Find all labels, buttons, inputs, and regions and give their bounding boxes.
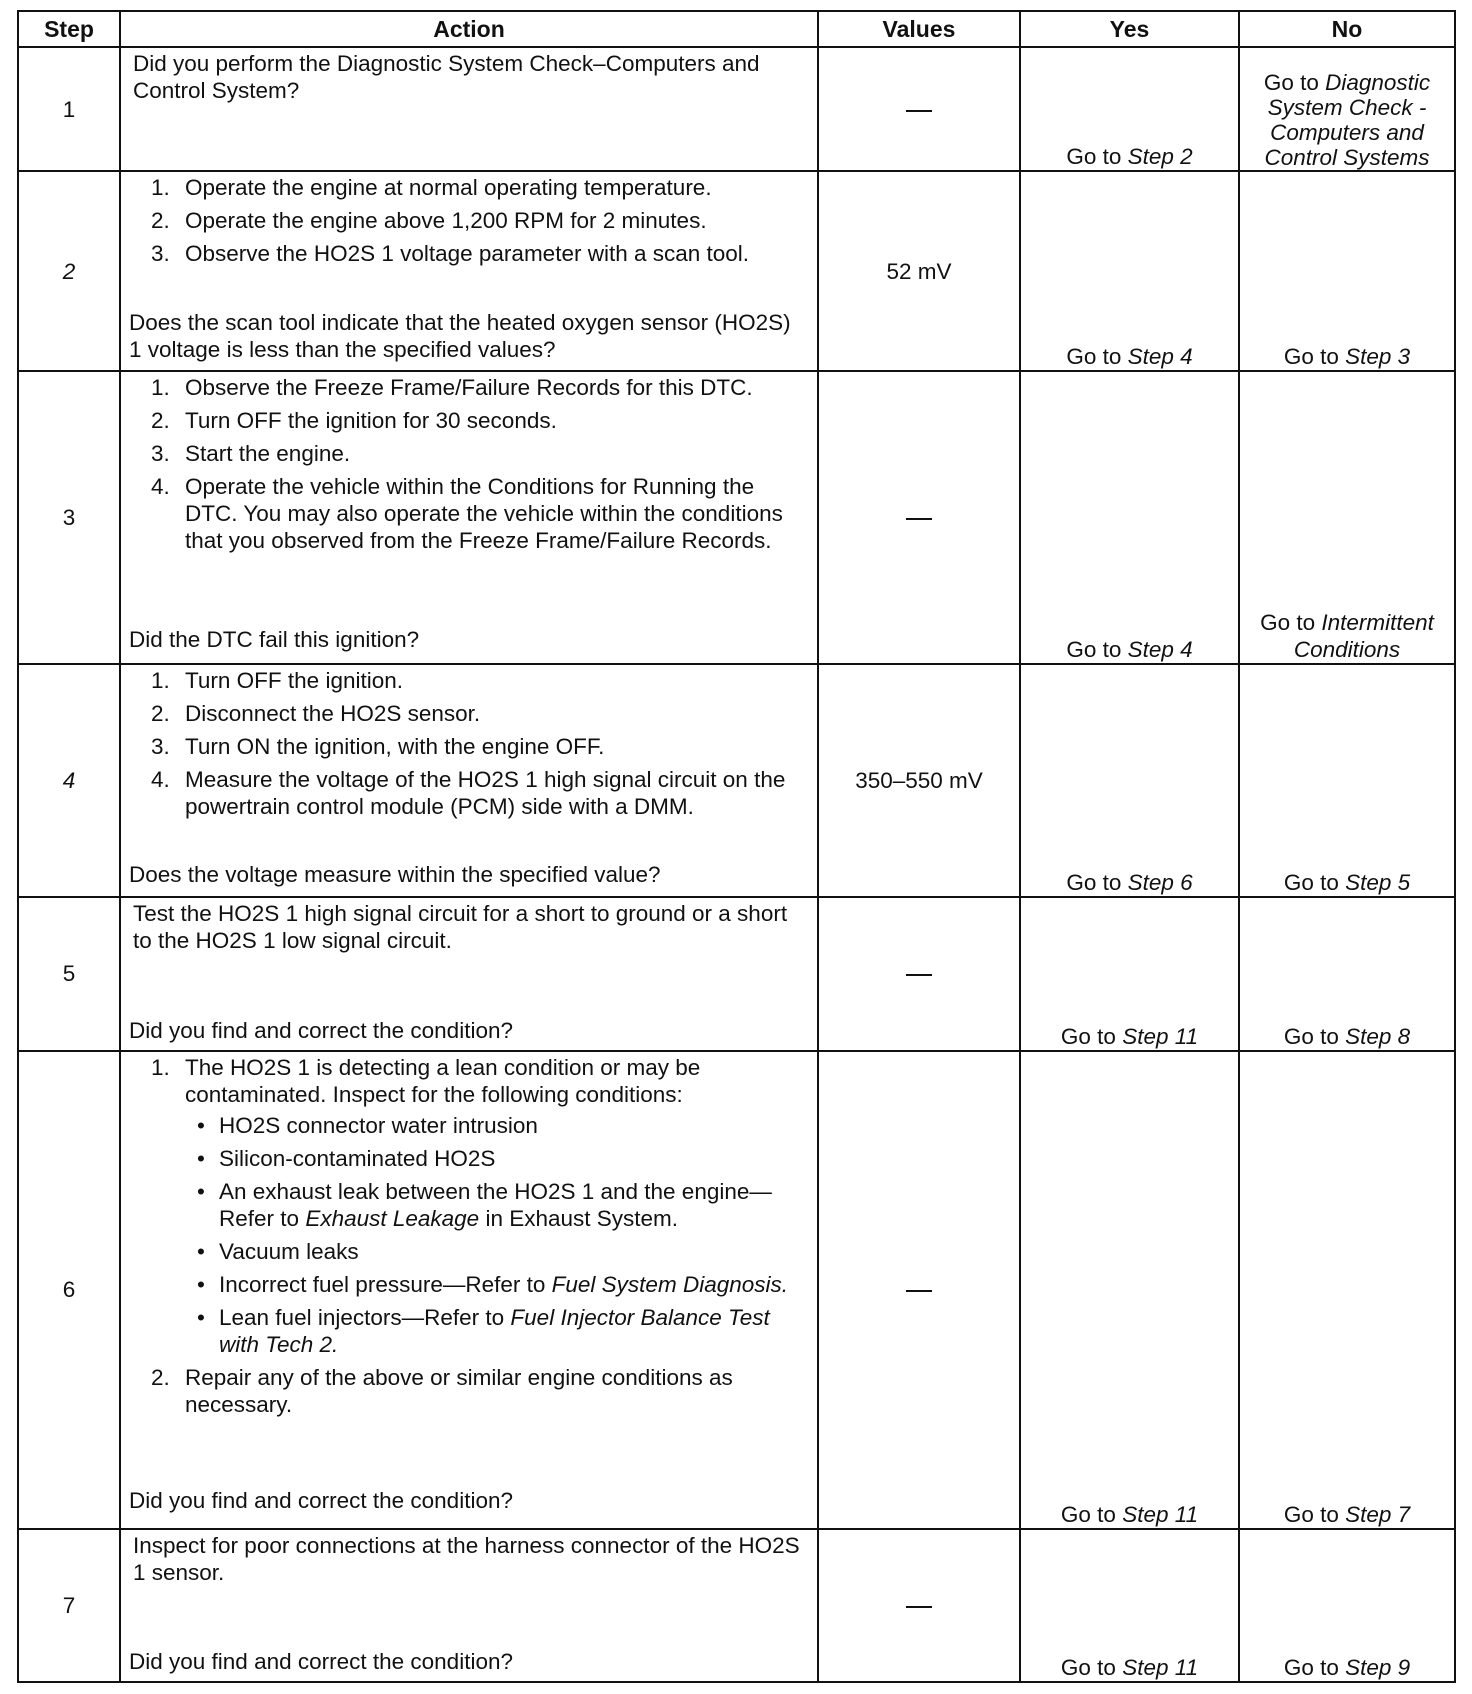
table-row xyxy=(18,1051,1455,1529)
condition-item: • Vacuum leaks xyxy=(197,1238,359,1264)
condition-item: • Silicon-contaminated HO2S xyxy=(197,1145,496,1171)
step-number: 4 xyxy=(18,664,120,897)
goto-prefix: Go to xyxy=(1066,636,1122,662)
dash-mark xyxy=(906,974,932,976)
yes-cell xyxy=(1020,1051,1239,1529)
action-step: 2. Operate the engine above 1,200 RPM for 2 minutes. xyxy=(151,208,707,234)
yes-cell xyxy=(1020,1529,1239,1682)
action-step: 1. Operate the engine at normal operating temperature. xyxy=(151,175,712,201)
goto-link-step-5[interactable]: Step 5 xyxy=(1345,869,1411,895)
values-cell xyxy=(818,1529,1020,1682)
goto-link-step-11[interactable]: Step 11 xyxy=(1122,1655,1199,1680)
goto-prefix: Go to xyxy=(1283,1655,1339,1680)
action-step: 1. The HO2S 1 is detecting a lean condition or may be contaminated. Inspect for the following conditions: • HO2S connector water intrusion • Silicon-contaminated HO2S • An exhaust leak between the HO2S 1 and the engine—Refer to Exhaust Leakage in Exhaust System. • Vacuum leaks • Incorrect fuel pressure—Refer to Fuel System Diagnosis. • Lean fuel injectors—Refer to Fuel Injector Balance Test with Tech 2. xyxy=(129,1054,803,1358)
no-cell xyxy=(1239,897,1455,1051)
goto-prefix: Go to xyxy=(1066,869,1122,895)
action-text: Did you perform the Diagnostic System Check–Computers and Control System? xyxy=(133,51,760,103)
no-cell xyxy=(1239,664,1455,897)
yes-cell xyxy=(1020,47,1239,171)
dash-mark xyxy=(906,110,932,112)
goto-prefix: Go to xyxy=(1283,1023,1339,1049)
step-number: 1 xyxy=(18,47,120,171)
step-number: 7 xyxy=(18,1529,120,1682)
no-cell xyxy=(1239,47,1455,171)
yes-cell xyxy=(1020,664,1239,897)
action-cell xyxy=(120,664,818,897)
action-question: Did you find and correct the condition? xyxy=(129,1649,513,1675)
goto-prefix: Go to xyxy=(1066,144,1122,170)
goto-prefix: Go to xyxy=(1060,1655,1116,1680)
action-cell xyxy=(120,897,818,1051)
goto-prefix: Go to xyxy=(1283,344,1339,370)
header-yes: Yes xyxy=(1020,11,1239,47)
condition-item: • Lean fuel injectors—Refer to Fuel Injector Balance Test with Tech 2. xyxy=(197,1304,770,1357)
action-step: 1. Turn OFF the ignition. xyxy=(151,667,404,693)
header-step: Step xyxy=(18,11,120,47)
goto-link-line[interactable]: Control Systems xyxy=(1264,145,1430,171)
ref-link-fuel-system-diagnosis[interactable]: Fuel System Diagnosis xyxy=(551,1271,782,1297)
values-cell xyxy=(818,1051,1020,1529)
goto-prefix: Go to xyxy=(1066,344,1122,370)
step-number: 5 xyxy=(18,897,120,1051)
action-step: 3. Turn ON the ignition, with the engine OFF. xyxy=(151,733,605,759)
action-steps xyxy=(129,1054,803,1424)
action-steps xyxy=(129,174,803,273)
values-cell xyxy=(818,371,1020,664)
values-cell: 350–550 mV xyxy=(818,664,1020,897)
goto-prefix: Go to xyxy=(1283,1502,1339,1528)
action-cell xyxy=(120,47,818,171)
yes-cell xyxy=(1020,171,1239,371)
table-row xyxy=(18,897,1455,1051)
goto-link-step-6[interactable]: Step 6 xyxy=(1127,869,1193,895)
ref-link-fuel-injector-balance-test[interactable]: Fuel Injector Balance Test with Tech 2 xyxy=(219,1304,770,1357)
yes-cell xyxy=(1020,897,1239,1051)
goto-link-line[interactable]: System Check - xyxy=(1267,95,1427,121)
header-action: Action xyxy=(120,11,818,47)
goto-link-step-4[interactable]: Step 4 xyxy=(1127,344,1193,370)
action-question: Does the scan tool indicate that the heated oxygen sensor (HO2S) 1 voltage is less than the specified values? xyxy=(129,310,791,363)
step-number: 6 xyxy=(18,1051,120,1529)
header-no: No xyxy=(1239,11,1455,47)
table-row xyxy=(18,47,1455,171)
goto-link-step-11[interactable]: Step 11 xyxy=(1122,1023,1199,1049)
action-text: Test the HO2S 1 high signal circuit for a short to ground or a short to the HO2S 1 low signal circuit. xyxy=(133,900,788,953)
no-cell xyxy=(1239,171,1455,371)
action-question: Does the voltage measure within the specified value? xyxy=(129,861,661,887)
values-cell xyxy=(818,897,1020,1051)
goto-link-step-8[interactable]: Step 8 xyxy=(1345,1023,1411,1049)
action-steps xyxy=(129,667,803,826)
action-step: 3. Start the engine. xyxy=(151,441,351,467)
goto-link-step-7[interactable]: Step 7 xyxy=(1345,1502,1411,1528)
action-step: 1. Observe the Freeze Frame/Failure Records for this DTC. xyxy=(151,375,753,401)
action-step: 4. Operate the vehicle within the Conditions for Running the DTC. You may also operate the vehicle within the conditions that you observed from the Freeze Frame/Failure Records. xyxy=(151,474,783,554)
ref-link-exhaust-leakage[interactable]: Exhaust Leakage xyxy=(305,1205,480,1231)
action-step: 2. Repair any of the above or similar engine conditions as necessary. xyxy=(151,1364,733,1417)
goto-link-step-9[interactable]: Step 9 xyxy=(1345,1655,1411,1680)
dash-mark xyxy=(906,1290,932,1292)
condition-item: • An exhaust leak between the HO2S 1 and the engine—Refer to Exhaust Leakage in Exhaust System. xyxy=(197,1178,772,1231)
action-steps xyxy=(129,374,803,560)
goto-prefix: Go to xyxy=(1060,1023,1116,1049)
goto-link-step-3[interactable]: Step 3 xyxy=(1345,344,1411,370)
table-row xyxy=(18,371,1455,664)
condition-item: • Incorrect fuel pressure—Refer to Fuel System Diagnosis. xyxy=(197,1271,789,1297)
action-step: 3. Observe the HO2S 1 voltage parameter with a scan tool. xyxy=(151,241,750,267)
table-row xyxy=(18,171,1455,371)
goto-link-step-4[interactable]: Step 4 xyxy=(1127,636,1193,662)
no-cell xyxy=(1239,371,1455,664)
goto-prefix: Go to xyxy=(1260,609,1316,635)
action-step: 2. Disconnect the HO2S sensor. xyxy=(151,700,481,726)
action-step: 4. Measure the voltage of the HO2S 1 high signal circuit on the powertrain control module (PCM) side with a DMM. xyxy=(151,766,786,819)
goto-prefix: Go to xyxy=(1060,1502,1116,1528)
goto-prefix: Go to xyxy=(1283,869,1339,895)
condition-list xyxy=(185,1112,803,1358)
dash-mark xyxy=(906,518,932,520)
goto-link-step-11[interactable]: Step 11 xyxy=(1122,1502,1199,1528)
action-cell xyxy=(120,1051,818,1529)
action-question: Did you find and correct the condition? xyxy=(129,1017,513,1043)
goto-link-diagnostic-system-check[interactable]: Diagnostic xyxy=(1325,70,1431,96)
goto-link-intermittent-conditions[interactable]: Intermittent xyxy=(1321,609,1434,635)
values-cell: 52 mV xyxy=(818,171,1020,371)
values-cell xyxy=(818,47,1020,171)
diagnostic-table xyxy=(17,10,1456,1683)
goto-link-line[interactable]: Conditions xyxy=(1293,636,1401,662)
no-cell xyxy=(1239,1529,1455,1682)
action-question: Did the DTC fail this ignition? xyxy=(129,627,420,653)
table-row xyxy=(18,1529,1455,1682)
action-step: 2. Turn OFF the ignition for 30 seconds. xyxy=(151,408,557,434)
header-row xyxy=(18,11,1455,47)
goto-prefix: Go to xyxy=(1263,70,1319,96)
no-cell xyxy=(1239,1051,1455,1529)
action-question: Did you find and correct the condition? xyxy=(129,1487,513,1513)
yes-cell xyxy=(1020,371,1239,664)
step-number: 3 xyxy=(18,371,120,664)
header-values: Values xyxy=(818,11,1020,47)
goto-link-step-2[interactable]: Step 2 xyxy=(1127,144,1193,170)
step-number: 2 xyxy=(18,171,120,371)
action-cell xyxy=(120,371,818,664)
table-row xyxy=(18,664,1455,897)
action-text: Inspect for poor connections at the harness connector of the HO2S 1 sensor. xyxy=(133,1533,800,1586)
goto-link-line[interactable]: Computers and xyxy=(1270,120,1424,146)
action-cell xyxy=(120,1529,818,1682)
condition-item: • HO2S connector water intrusion xyxy=(197,1112,538,1138)
action-cell xyxy=(120,171,818,371)
dash-mark xyxy=(906,1606,932,1608)
